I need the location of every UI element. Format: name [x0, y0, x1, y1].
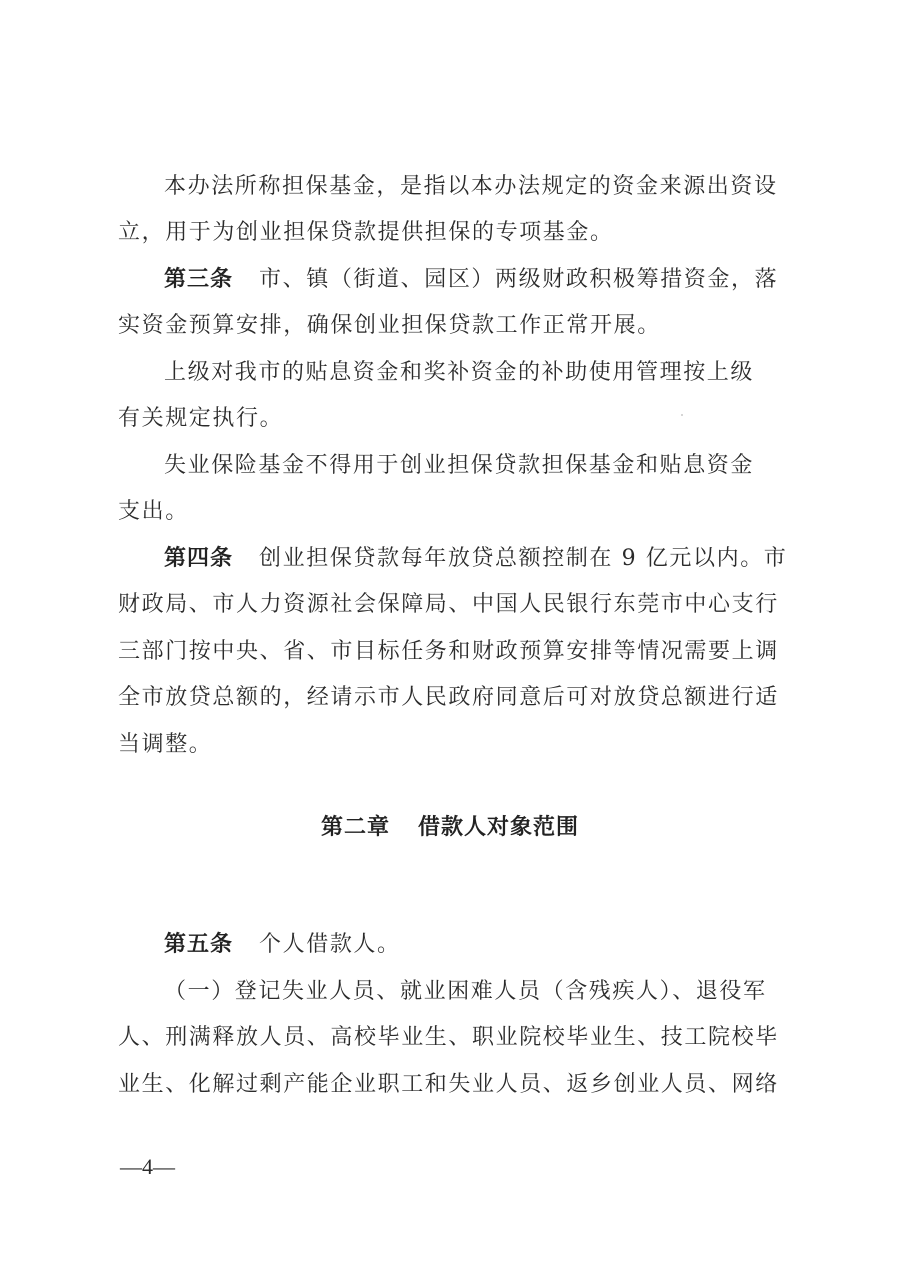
paragraph-line: 上级对我市的贴息资金和奖补资金的补助使用管理按上级 [164, 360, 755, 385]
article-text: 创业担保贷款每年放贷总额控制在 9 亿元以内。市 [259, 546, 788, 571]
paragraph-line: 财政局、市人力资源社会保障局、中国人民银行东莞市中心支行 [118, 592, 779, 617]
chapter-title: 借款人对象范围 [418, 815, 580, 840]
paragraph-line: 立，用于为创业担保贷款提供担保的专项基金。 [118, 220, 614, 245]
chapter-number: 第二章 [320, 815, 390, 840]
paragraph-line: （一）登记失业人员、就业困难人员（含残疾人）、退役军 [164, 979, 767, 1004]
paragraph-line: 支出。 [118, 499, 189, 524]
paragraph-line: 人、刑满释放人员、高校毕业生、职业院校毕业生、技工院校毕 [118, 1025, 779, 1050]
paragraph-line: 本办法所称担保基金，是指以本办法规定的资金来源出资设 [164, 174, 778, 199]
scan-speck [681, 414, 683, 416]
article-5-line [164, 925, 786, 965]
paragraph-line: 有关规定执行。 [118, 406, 284, 431]
article-label: 第三条 [164, 267, 234, 292]
paragraph-line: 失业保险基金不得用于创业担保贷款担保基金和贴息资金 [164, 453, 755, 478]
paragraph-line: 三部门按中央、省、市目标任务和财政预算安排等情况需要上调 [118, 639, 779, 664]
paragraph-line: 业生、化解过剩产能企业职工和失业人员、返乡创业人员、网络 [118, 1072, 779, 1097]
article-text: 个人借款人。 [259, 932, 401, 957]
paragraph-line: 全市放贷总额的，经请示市人民政府同意后可对放贷总额进行适 [118, 685, 779, 710]
paragraph-line: 实资金预算安排，确保创业担保贷款工作正常开展。 [118, 313, 661, 338]
article-text: 市、镇（街道、园区）两级财政积极筹措资金，落 [259, 267, 779, 292]
article-label: 第四条 [164, 546, 234, 571]
paragraph-line: 当调整。 [118, 732, 213, 757]
page-number: —4— [120, 1154, 175, 1179]
article-label: 第五条 [164, 932, 234, 957]
chapter-heading [0, 806, 900, 850]
article-3-line [164, 260, 786, 300]
article-4-line [164, 539, 786, 579]
